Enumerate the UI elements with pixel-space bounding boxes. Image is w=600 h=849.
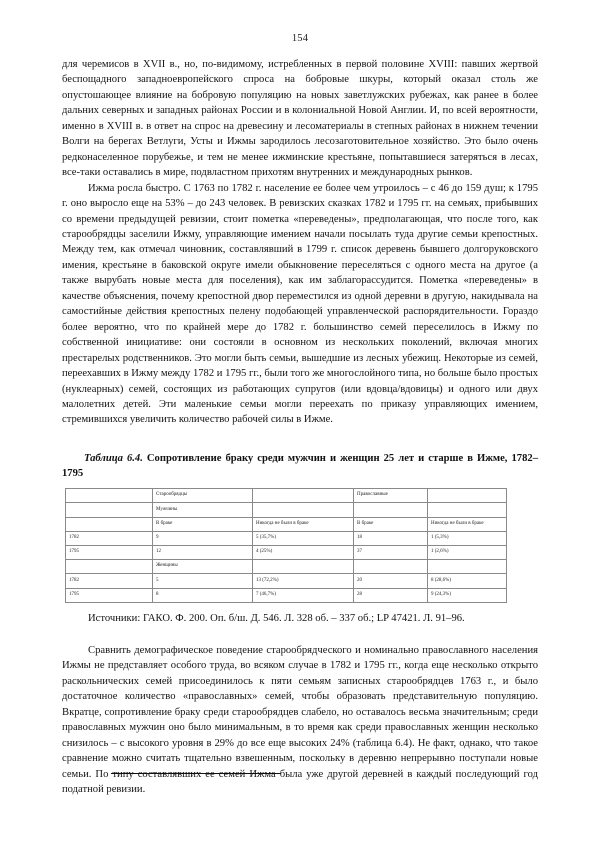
section-label-men: Мужчины — [153, 503, 253, 517]
cell-married-ob: 9 — [153, 531, 253, 545]
paragraph-comparison: Сравнить демографическое поведение старообрядческого и номинально православного населения Ижмы не представляет особого труда, во всяком случае в 1782 и 1795 гг., когда еще несколько открыто раскольнических семей присоединилось к пяти семьям записных старообрядцев 1763 г., и было достаточное количество «православных» семей, чтобы образовать представительную популяцию. Вкратце, сопротивление браку среди старообрядцев слабело, но оставалось весьма значительным; среди православных мужчин оно было минимальным, в то время как среди православных женщин несколько снизилось – с высокого уровня в 29% до все еще высоких 24% (таблица 6.4). Не факт, однако, что такое сравнение можно считать тщательно взвешенным, поскольку в деревню непрерывно поступали новые семьи. По типу составлявших ее семей Ижма была уже другой деревней в каждый последующий год податной ревизии. — [62, 644, 538, 796]
cell-never-married-ob: 4 (25%) — [253, 546, 354, 560]
page-number: 154 — [291, 33, 309, 44]
cell-empty-ob-span — [253, 489, 354, 503]
table-caption — [62, 428, 538, 488]
colheader-married-ob: В браке — [153, 517, 253, 531]
paragraph-continuation: для черемисов в XVII в., но, по-видимому, истребленных в первой половине XVIII: павших жертвой беспощадного западноевропейского спроса на бобровые шкуры, который оказал столь же опустошающее влияние на бобровую популяцию на новых заветлужских рубежах, как ранее в более дальних северных и западных районах России и в колониальной Новой Англии. И, по всей вероятности, именно в XVIII в. в ответ на спрос на древесину и лесоматериалы в степных районах в нижнем течении Волги на берегах Ветлуги, Усты и Ижмы зародилось лесозаготовительное хозяйство. Это было очень редконаселенное порубежье, и тем не менее ижминские крестьяне, попытавшиеся затеряться в лесах, все-таки оставались в мире, подвластном прихотям внутренних и международных рынков. — [62, 59, 538, 179]
row-year: 1782 — [66, 531, 153, 545]
cell-never-married-or: 8 (28,6%) — [428, 574, 507, 588]
cell-empty-men-2 — [253, 503, 354, 517]
cell-married-or: 20 — [354, 574, 428, 588]
cell-never-married-ob: 13 (72,2%) — [253, 574, 354, 588]
header-orthodox: Православные — [354, 489, 428, 503]
cell-empty-women-4 — [428, 560, 507, 574]
cell-empty-or-span — [428, 489, 507, 503]
cell-never-married-or: 9 (24,3%) — [428, 588, 507, 602]
cell-married-ob: 12 — [153, 546, 253, 560]
cell-married-or: 18 — [354, 531, 428, 545]
cell-never-married-ob: 7 (46,7%) — [253, 588, 354, 602]
table-row — [66, 574, 507, 588]
page-content — [0, 57, 600, 798]
cell-married-ob: 5 — [153, 574, 253, 588]
table-row-group-headers — [66, 489, 507, 503]
cell-empty-men-3 — [354, 503, 428, 517]
row-year: 1782 — [66, 574, 153, 588]
colheader-never-married-ob: Никогда не были в браке — [253, 517, 354, 531]
table-caption-title: Сопротивление браку среди мужчин и женщин 25 лет и старше в Ижме, 1782–1795 — [62, 452, 538, 480]
table-row-section-men — [66, 503, 507, 517]
cell-empty-colhead — [66, 517, 153, 531]
header-old-believers: Старообрядцы — [153, 489, 253, 503]
cell-empty-men — [66, 503, 153, 517]
footnote-separator-rule — [111, 773, 281, 774]
table-row — [66, 531, 507, 545]
marriage-resistance-table — [65, 488, 507, 603]
table-row — [66, 546, 507, 560]
row-year: 1795 — [66, 546, 153, 560]
cell-never-married-ob: 5 (35,7%) — [253, 531, 354, 545]
cell-never-married-or: 1 (5,3%) — [428, 531, 507, 545]
table-row-section-women — [66, 560, 507, 574]
cell-empty-women-3 — [354, 560, 428, 574]
cell-empty-corner — [66, 489, 153, 503]
cell-married-or: 37 — [354, 546, 428, 560]
table-sources: Источники: ГАКО. Ф. 200. Оп. б/ш. Д. 546. Л. 328 об. – 337 об.; LP 47421. Л. 91–96. — [88, 612, 465, 624]
paragraph-izhma-growth: Ижма росла быстро. С 1763 по 1782 г. население ее более чем утроилось – с 46 до 159 душ; к 1795 г. оно выросло еще на 53% – до 243 человек. В ревизских сказках 1782 и 1795 гг. на семьях, прибывших со времени предыдущей ревизии, стоит пометка «переведены», предполагающая, что после того, как старообрядцы заселили Ижму, управляющие имением начали посылать туда другие семьи крепостных. Между тем, как отмечал чиновник, составлявший в 1799 г. список деревень бывшего долгоруковского имения, крестьяне в баковской округе имели обыкновение переселяться с одного места на другое (а также вырубать новые места для поселения), как им заблагорассудится. Пометка «переведены» в качестве объяснения, почему крепостной двор переместился из одной деревни в другую, накидывала на самостийные действия крепостных пелену подобающей управленческой распорядительности. Гораздо более вероятно, что по крайней мере до 1782 г. большинство семей переселилось в Ижму по собственной инициативе: они состояли в основном из нескольких поколений, включая многих престарелых родственников. Это могли быть семьи, вышедшие из лесных убежищ. Некоторые из семей, переехавших в Ижму между 1782 и 1795 гг., были того же многослойного типа, но больше было простых (нуклеарных) семей, состоящих из работающих супругов (или вдовца/вдовицы) и одного или двух малолетних детей. Эти маленькие семьи могли переехать по приказу управляющих имением, стремившихся увеличить количество рабочей силы в Ижме. — [62, 182, 538, 426]
cell-married-ob: 8 — [153, 588, 253, 602]
cell-empty-men-4 — [428, 503, 507, 517]
cell-empty-women — [66, 560, 153, 574]
cell-married-or: 28 — [354, 588, 428, 602]
table-row-column-headers — [66, 517, 507, 531]
cell-never-married-or: 1 (2,6%) — [428, 546, 507, 560]
colheader-never-married-or: Никогда не были в браке — [428, 517, 507, 531]
table-row — [66, 588, 507, 602]
section-label-women: Женщины — [153, 560, 253, 574]
colheader-married-or: В браке — [354, 517, 428, 531]
row-year: 1795 — [66, 588, 153, 602]
cell-empty-women-2 — [253, 560, 354, 574]
table-caption-label: Таблица 6.4. — [84, 452, 143, 464]
